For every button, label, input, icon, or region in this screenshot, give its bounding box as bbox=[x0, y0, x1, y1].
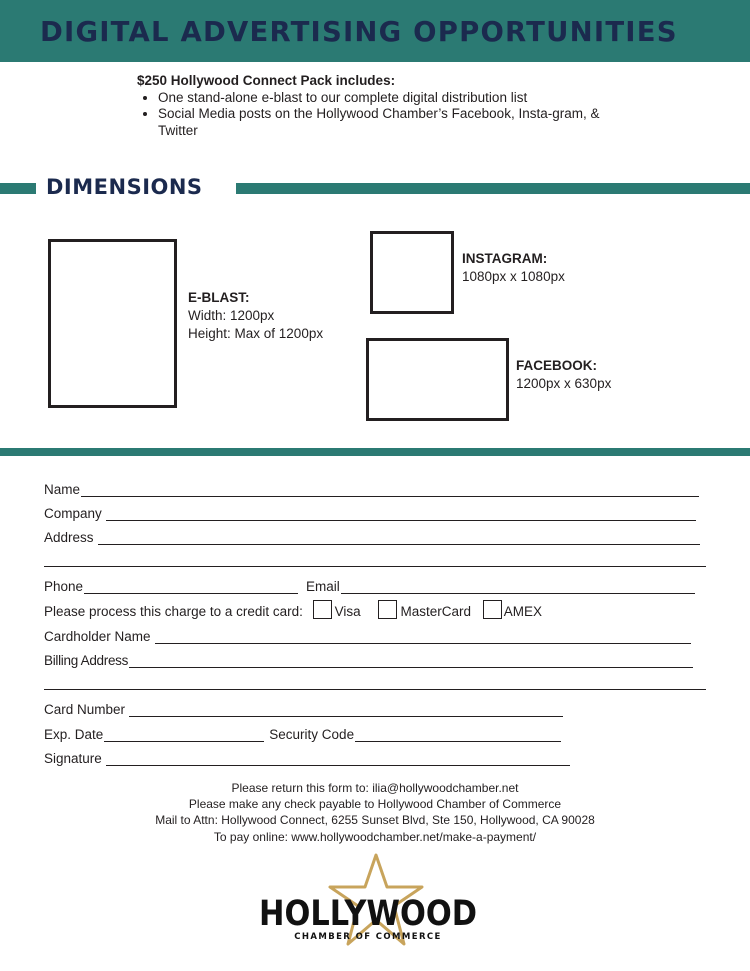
company-label: Company bbox=[44, 506, 102, 521]
section-divider bbox=[0, 448, 750, 456]
eblast-height: Height: Max of 1200px bbox=[188, 326, 324, 341]
return-email-line: Please return this form to: ilia@hollywoodchamber.net bbox=[231, 781, 519, 795]
name-field[interactable] bbox=[81, 483, 699, 497]
phone-label: Phone bbox=[44, 579, 84, 594]
security-code-field[interactable] bbox=[355, 728, 561, 742]
mailing-address-line: Mail to Attn: Hollywood Connect, 6255 Sunset Blvd, Ste 150, Hollywood, CA 90028 bbox=[155, 813, 595, 828]
email-field[interactable] bbox=[341, 580, 695, 594]
exp-date-label: Exp. Date bbox=[44, 727, 104, 742]
security-code-label: Security Code bbox=[269, 727, 355, 742]
cardholder-label: Cardholder Name bbox=[44, 629, 151, 644]
exp-date-field[interactable] bbox=[104, 728, 264, 742]
pack-item: • One stand-alone e-blast to our complete digital distribution list bbox=[158, 90, 607, 107]
facebook-size: 1200px x 630px bbox=[516, 376, 612, 391]
billing-row bbox=[44, 650, 693, 668]
page-title: DIGITAL ADVERTISING OPPORTUNITIES bbox=[40, 16, 678, 48]
eblast-width: Width: 1200px bbox=[188, 308, 275, 323]
credit-card-prompt: Please process this charge to a credit card: bbox=[44, 604, 303, 619]
email-label: Email bbox=[306, 579, 340, 594]
pack-item: • Social Media posts on the Hollywood Chamber’s Facebook, Insta-gram, & Twitter bbox=[158, 106, 607, 139]
visa-label: Visa bbox=[334, 604, 361, 619]
facebook-frame bbox=[366, 338, 509, 421]
amex-checkbox[interactable] bbox=[483, 600, 502, 619]
mastercard-checkbox[interactable] bbox=[378, 600, 397, 619]
online-payment-line: To pay online: www.hollywoodchamber.net/make-a-payment/ bbox=[213, 829, 537, 844]
exp-security-row bbox=[44, 724, 561, 742]
payment-row bbox=[44, 597, 542, 619]
amex-label: AMEX bbox=[503, 604, 543, 619]
logo-wordmark: HOLLYWOOD bbox=[259, 894, 477, 934]
card-number-label: Card Number bbox=[44, 702, 126, 717]
dimensions-bar-left bbox=[0, 183, 36, 194]
address-field[interactable] bbox=[98, 531, 700, 545]
pack-list bbox=[137, 90, 607, 140]
company-field[interactable] bbox=[106, 507, 696, 521]
billing-line-2[interactable] bbox=[44, 689, 706, 690]
name-row bbox=[44, 479, 699, 497]
facebook-label: FACEBOOK: bbox=[516, 358, 597, 373]
visa-checkbox[interactable] bbox=[313, 600, 332, 619]
name-label: Name bbox=[44, 482, 81, 497]
billing-label: Billing Address bbox=[44, 653, 129, 668]
card-number-field[interactable] bbox=[129, 703, 563, 717]
eblast-frame bbox=[48, 239, 177, 408]
dimensions-title: DIMENSIONS bbox=[46, 175, 203, 199]
header-banner bbox=[0, 0, 750, 62]
pack-title: $250 Hollywood Connect Pack includes: bbox=[137, 73, 396, 88]
pack-description bbox=[137, 73, 607, 139]
instagram-frame bbox=[370, 231, 454, 314]
eblast-label: E-BLAST: bbox=[188, 290, 250, 305]
signature-field[interactable] bbox=[106, 752, 570, 766]
check-payable-line: Please make any check payable to Hollywood Chamber of Commerce bbox=[188, 797, 562, 812]
facebook-spec bbox=[516, 357, 611, 393]
return-instructions bbox=[0, 780, 750, 845]
cardholder-row bbox=[44, 626, 691, 644]
phone-row bbox=[44, 576, 695, 594]
address-row bbox=[44, 527, 700, 545]
billing-field[interactable] bbox=[129, 654, 693, 668]
phone-field[interactable] bbox=[84, 580, 298, 594]
signature-row bbox=[44, 748, 570, 766]
signature-label: Signature bbox=[44, 751, 102, 766]
card-number-row bbox=[44, 699, 563, 717]
logo-subtitle: CHAMBER OF COMMERCE bbox=[294, 932, 442, 942]
address-label: Address bbox=[44, 530, 94, 545]
mastercard-label: MasterCard bbox=[400, 604, 471, 619]
hollywood-chamber-logo bbox=[256, 852, 480, 952]
address-line-2[interactable] bbox=[44, 566, 706, 567]
instagram-size: 1080px x 1080px bbox=[462, 269, 565, 284]
eblast-spec bbox=[188, 289, 323, 343]
cardholder-field[interactable] bbox=[155, 630, 691, 644]
instagram-spec bbox=[462, 250, 565, 286]
company-row bbox=[44, 503, 696, 521]
dimensions-bar-right bbox=[236, 183, 750, 194]
instagram-label: INSTAGRAM: bbox=[462, 251, 548, 266]
